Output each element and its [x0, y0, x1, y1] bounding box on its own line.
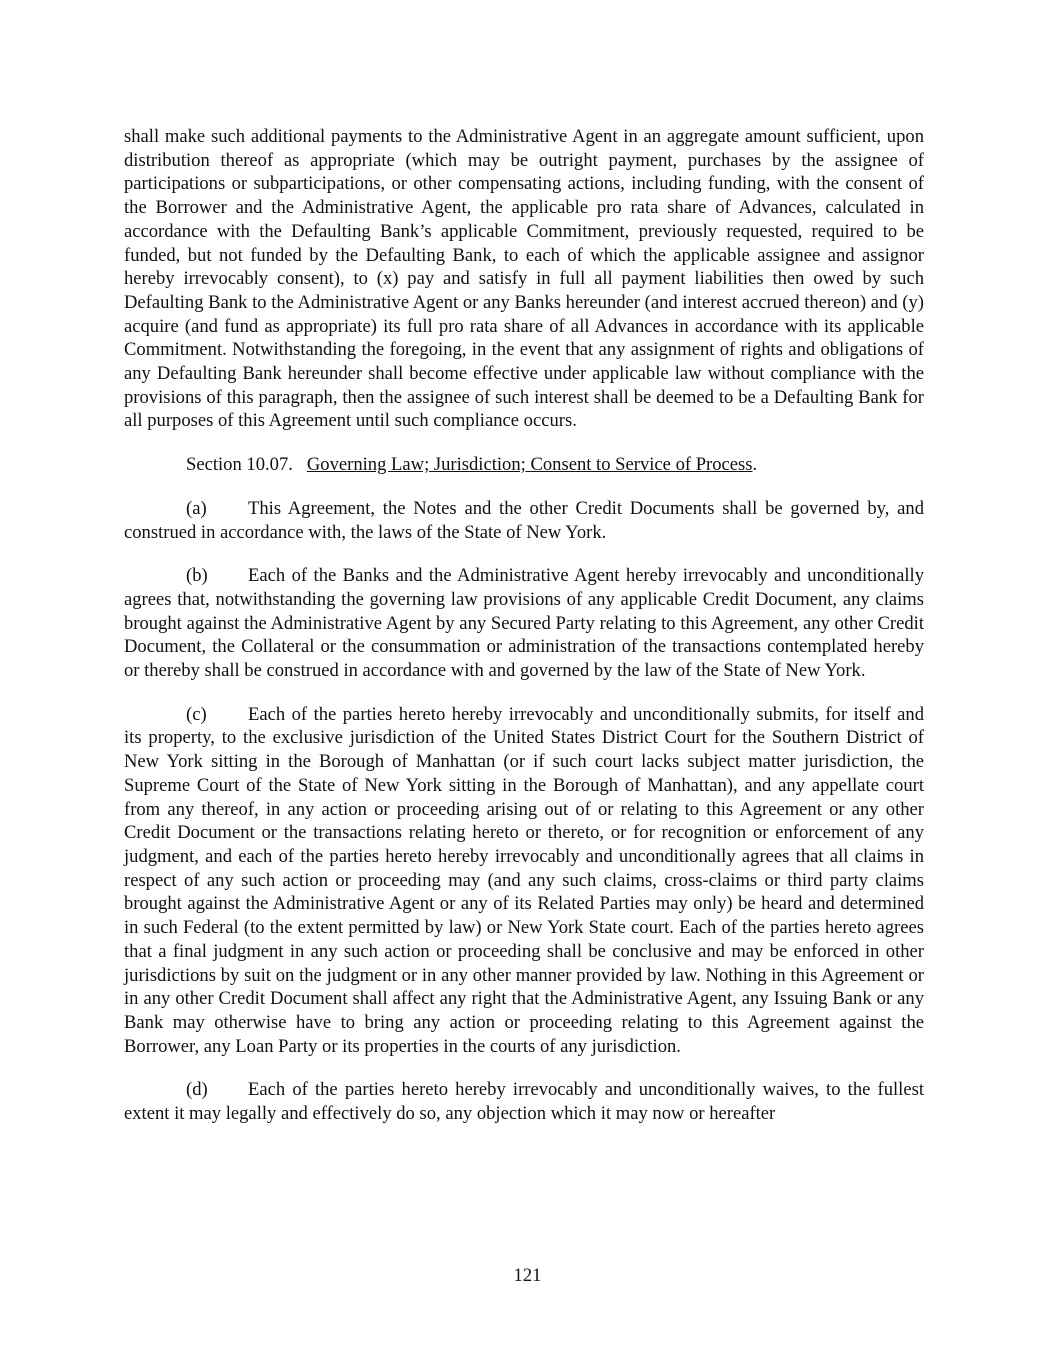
page-number: 121 — [513, 1265, 542, 1286]
clause-label: (c) — [186, 703, 207, 725]
clause-c — [124, 703, 924, 1059]
section-number: Section 10.07. — [186, 454, 293, 476]
document-page — [124, 125, 924, 1126]
clause-text: Each of the parties hereto hereby irrevocably and unconditionally submits, for itself and its property, to the exclusive jurisdiction of the United States District Court for the Southern District of New York sitting in the Borough of Manhattan (or if such court lacks subject matter jurisdiction, the Supreme Court of the State of New York sitting in the Borough of Manhattan), and any appellate court from any thereof, in any action or proceeding arising out of or relating to this Agreement or any other Credit Document or the transactions relating hereto or thereto, or for recognition or enforcement of any judgment, and each of the parties hereto hereby irrevocably and unconditionally agrees that all claims in respect of any such action or proceeding may (and any such claims, cross-claims or third party claims brought against the Administrative Agent or any of its Related Parties may only) be heard and determined in such Federal (to the extent permitted by law) or New York State court. Each of the parties hereto agrees that a final judgment in any such action or proceeding shall be conclusive and may be enforced in other jurisdictions by suit on the judgment or in any other manner provided by law. Nothing in this Agreement or in any other Credit Document shall affect any right that the Administrative Agent, any Issuing Bank or any Bank may otherwise have to bring any action or proceeding relating to this Agreement against the Borrower, any Loan Party or its properties in the courts of any jurisdiction. — [124, 703, 924, 1057]
section-heading — [124, 453, 924, 477]
clause-text: Each of the Banks and the Administrative Agent hereby irrevocably and unconditionally agrees that, notwithstanding the governing law provisions of any applicable Credit Document, any claims brought against the Administrative Agent by any Secured Party relating to this Agreement, any other Credit Document, the Collateral or the consummation or administration of the transactions contemplated hereby or thereby shall be construed in accordance with and governed by the law of the State of New York. — [124, 565, 924, 682]
clause-a — [124, 497, 924, 544]
clause-b — [124, 564, 924, 683]
clause-text: This Agreement, the Notes and the other Credit Documents shall be governed by, and construed in accordance with, the laws of the State of New York. — [124, 497, 924, 543]
continuation-paragraph: shall make such additional payments to the Administrative Agent in an aggregate amount sufficient, upon distribution thereof as appropriate (which may be outright payment, purchases by the assignee of participations or subparticipations, or other compensating actions, including funding, with the consent of the Borrower and the Administrative Agent, the applicable pro rata share of Advances, calculated in accordance with the Defaulting Bank’s applicable Commitment, previously requested, required to be funded, but not funded by the Defaulting Bank, to each of which the applicable assignee and assignor hereby irrevocably consent), to (x) pay and satisfy in full all payment liabilities then owed by such Defaulting Bank to the Administrative Agent or any Banks hereunder (and interest accrued thereon) and (y) acquire (and fund as appropriate) its full pro rata share of all Advances in accordance with its applicable Commitment. Notwithstanding the foregoing, in the event that any assignment of rights and obligations of any Defaulting Bank hereunder shall become effective under applicable law without compliance with the provisions of this paragraph, then the assignee of such interest shall be deemed to be a Defaulting Bank for all purposes of this Agreement until such compliance occurs. — [124, 126, 924, 432]
clause-text: Each of the parties hereto hereby irrevocably and unconditionally waives, to the fullest extent it may legally and effectively do so, any objection which it may now or hereafter — [124, 1079, 924, 1125]
clause-label: (a) — [186, 497, 207, 519]
clause-label: (d) — [186, 1079, 208, 1101]
clause-label: (b) — [186, 565, 208, 587]
section-title: Governing Law; Jurisdiction; Consent to Service of Process — [306, 454, 753, 476]
section-title-end: . — [752, 454, 758, 476]
clause-d — [124, 1078, 924, 1125]
